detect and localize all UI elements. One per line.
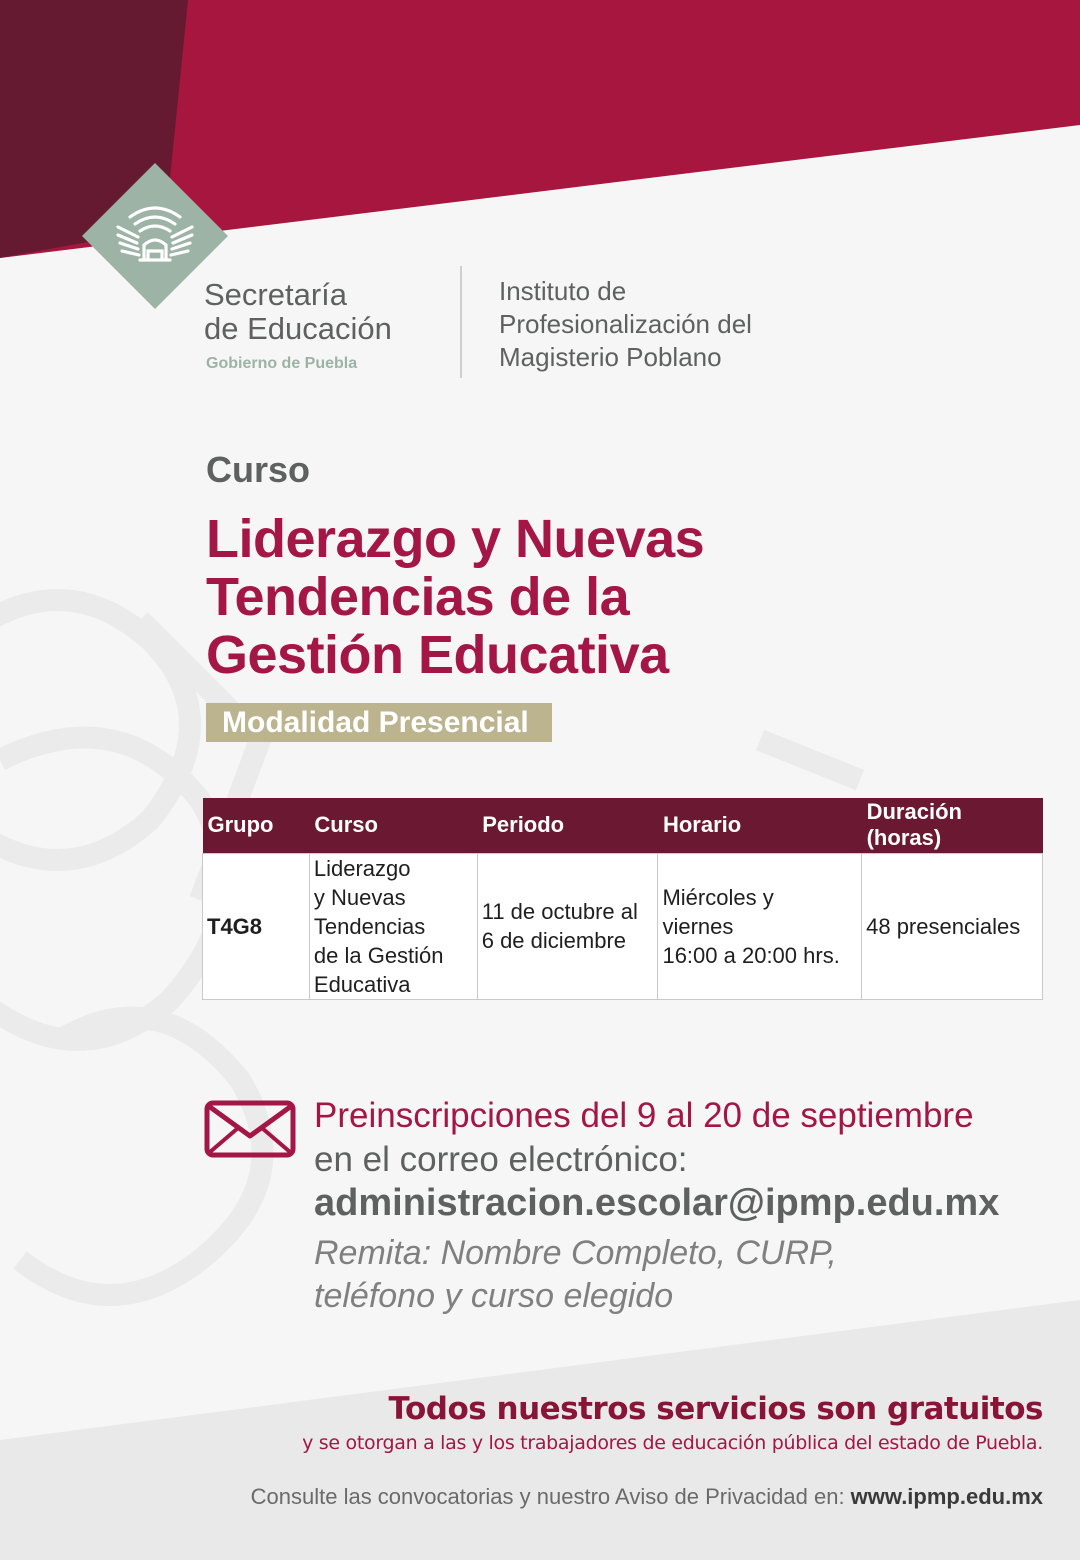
course-title-line1: Liderazgo y Nuevas <box>206 509 705 569</box>
header-grupo: Grupo <box>203 798 310 853</box>
table-header-row <box>203 798 1043 853</box>
header-curso: Curso <box>309 798 477 853</box>
correo-label: en el correo electrónico: <box>314 1140 688 1179</box>
gobierno-label: Gobierno de Puebla <box>206 355 358 372</box>
consulte-prefix: Consulte las convocatorias y nuestro Aviso de Privacidad en: <box>250 1484 851 1509</box>
header-horario: Horario <box>658 798 862 853</box>
secretaria-title <box>204 278 392 346</box>
secretaria-line2: de Educación <box>204 311 392 346</box>
header-duracion-line1: Duración <box>866 799 962 825</box>
cell-curso: Liderazgo y Nuevas Tendencias de la Gestión Educativa <box>309 853 477 999</box>
cell-duracion: 48 presenciales <box>862 853 1043 999</box>
email-link[interactable]: administracion.escolar@ipmp.edu.mx <box>314 1182 1000 1224</box>
gratuitos-heading: Todos nuestros servicios son gratuitos <box>388 1391 1043 1427</box>
header-divider <box>460 266 462 378</box>
consulte-text <box>251 1484 1043 1510</box>
instituto-line2: Profesionalización del <box>499 309 752 339</box>
secretaria-line1: Secretaría <box>204 277 348 312</box>
header-periodo: Periodo <box>477 798 658 853</box>
preinscripciones-text: Preinscripciones del 9 al 20 de septiembre <box>314 1096 974 1135</box>
otorgan-text: y se otorgan a las y los trabajadores de educación pública del estado de Puebla. <box>302 1432 1043 1454</box>
table-row <box>203 853 1043 999</box>
curso-label: Curso <box>206 449 311 490</box>
course-title <box>206 510 986 684</box>
modalidad-badge: Modalidad Presencial <box>206 703 552 742</box>
schedule-table <box>202 798 1043 1000</box>
course-title-line3: Gestión Educativa <box>206 625 669 685</box>
cell-horario: Miércoles y viernes 16:00 a 20:00 hrs. <box>658 853 862 999</box>
cell-periodo: 11 de octubre al 6 de diciembre <box>477 853 658 999</box>
remita-text: Remita: Nombre Completo, CURP, teléfono y curso elegido <box>314 1234 837 1315</box>
cell-grupo: T4G8 <box>203 853 310 999</box>
instituto-line1: Instituto de <box>499 276 627 306</box>
course-title-line2: Tendencias de la <box>206 567 630 627</box>
header-duracion-line2: (horas) <box>866 825 942 851</box>
instituto-line3: Magisterio Poblano <box>499 342 722 372</box>
envelope-icon <box>204 1100 296 1158</box>
website-link[interactable]: www.ipmp.edu.mx <box>850 1484 1043 1509</box>
header-duracion <box>862 798 1043 853</box>
instituto-title <box>499 275 752 374</box>
